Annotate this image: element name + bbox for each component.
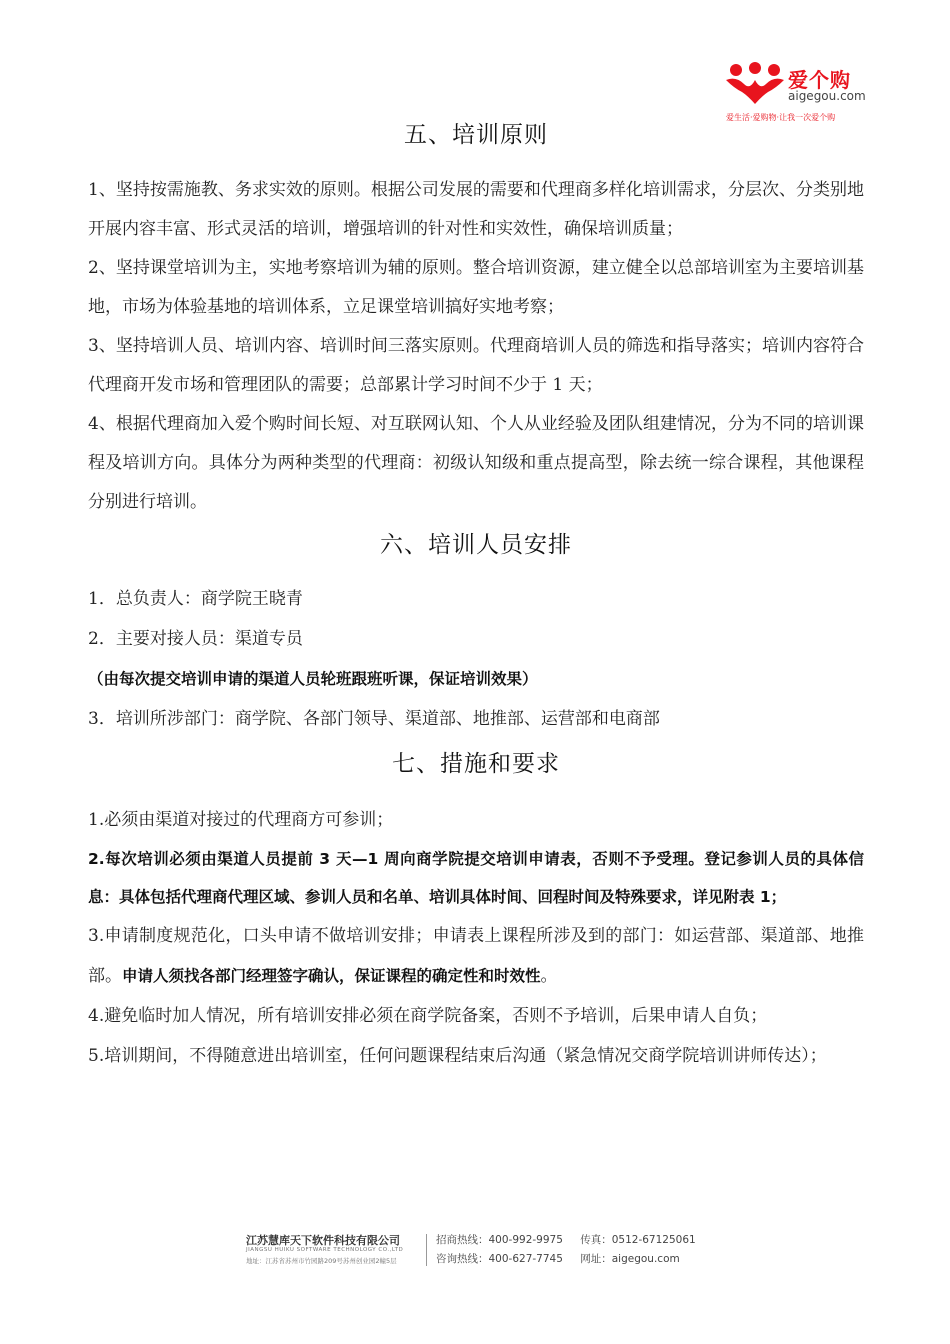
section-6-note: （由每次提交培训申请的渠道人员轮班跟班听课，保证培训效果） bbox=[88, 670, 538, 688]
section-5-title: 五、培训原则 bbox=[404, 122, 548, 148]
document-body bbox=[88, 112, 864, 1076]
section-7-item-4: 4.避免临时加人情况，所有培训安排必须在商学院备案，否则不予培训，后果申请人自负； bbox=[88, 1006, 768, 1026]
section-5-item-2: 2、坚持课堂培训为主，实地考察培训为辅的原则。整合培训资源，建立健全以总部培训室为主要培训基地，市场为体验基地的培训体系，立足课堂培训搞好实地考察； bbox=[88, 258, 864, 317]
footer-divider bbox=[426, 1234, 427, 1266]
logo-slogan: 爱生活·爱购物·让我一次爱个购 bbox=[726, 113, 836, 122]
logo-brand-name: 爱个购 bbox=[788, 68, 851, 92]
section-6-item-2: 2．主要对接人员：渠道专员 bbox=[88, 629, 303, 649]
aigegou-logo-icon bbox=[724, 62, 786, 106]
section-5-item-3: 3、坚持培训人员、培训内容、培训时间三落实原则。代理商培训人员的筛选和指导落实；培训内容符合代理商开发市场和管理团队的需要；总部累计学习时间不少于 1 天； bbox=[88, 336, 864, 395]
section-5-item-4: 4、根据代理商加入爱个购时间长短、对互联网认知、个人从业经验及团队组建情况，分为不同的培训课程及培训方向。具体分为两种类型的代理商：初级认知级和重点提高型，除去统一综合课程，其他课程分别进行培训。 bbox=[88, 414, 864, 512]
section-7-item-3-emphasis: 申请人须找各部门经理签字确认，保证课程的确定性和时效性 bbox=[122, 967, 541, 985]
footer-address: 地址：江苏省苏州市竹园路209号苏州创业园2幢5层 bbox=[246, 1257, 397, 1265]
section-6-item-3: 3．培训所涉部门：商学院、各部门领导、渠道部、地推部、运营部和电商部 bbox=[88, 709, 660, 729]
section-7-item-5: 5.培训期间，不得随意进出培训室，任何问题课程结束后沟通（紧急情况交商学院培训讲师传达）； bbox=[88, 1046, 827, 1066]
logo-url: aigegou.com bbox=[788, 89, 866, 103]
section-6-title: 六、培训人员安排 bbox=[380, 532, 572, 558]
section-7-item-2: 2.每次培训必须由渠道人员提前 3 天—1 周向商学院提交培训申请表，否则不予受理。登记参训人员的具体信息：具体包括代理商代理区域、参训人员和名单、培训具体时间、回程时间及特殊要求，详见附表 1； bbox=[88, 850, 864, 906]
section-5-item-1: 1、坚持按需施教、务求实效的原则。根据公司发展的需要和代理商多样化培训需求，分层次、分类别地开展内容丰富、形式灵活的培训，增强培训的针对性和实效性，确保培训质量； bbox=[88, 180, 864, 239]
section-7-item-3-text: 3.申请制度规范化，口头申请不做培训安排；申请表上课程所涉及到的部门：如运营部、渠道部、地推部。 bbox=[88, 926, 864, 986]
section-7-title: 七、措施和要求 bbox=[392, 751, 560, 777]
page-footer bbox=[246, 1232, 716, 1270]
section-7-item-3 bbox=[88, 916, 864, 996]
footer-fax: 传真：0512-67125061 bbox=[580, 1234, 696, 1246]
footer-company-name: 江苏慧库天下软件科技有限公司 bbox=[246, 1234, 400, 1247]
footer-consult-hotline: 咨询热线：400-627-7745 bbox=[436, 1253, 563, 1265]
section-6-item-1: 1．总负责人：商学院王晓青 bbox=[88, 589, 303, 609]
footer-company-name-en: JIANGSU HUIKU SOFTWARE TECHNOLOGY CO.,LTD bbox=[246, 1247, 404, 1253]
footer-hotline: 招商热线：400-992-9975 bbox=[436, 1234, 563, 1246]
footer-contact-row-1 bbox=[436, 1232, 696, 1247]
footer-contact-row-2 bbox=[436, 1251, 680, 1266]
section-7-item-3-end: 。 bbox=[540, 966, 558, 986]
footer-website: 网址：aigegou.com bbox=[580, 1253, 680, 1265]
section-7-item-1: 1.必须由渠道对接过的代理商方可参训； bbox=[88, 810, 394, 830]
